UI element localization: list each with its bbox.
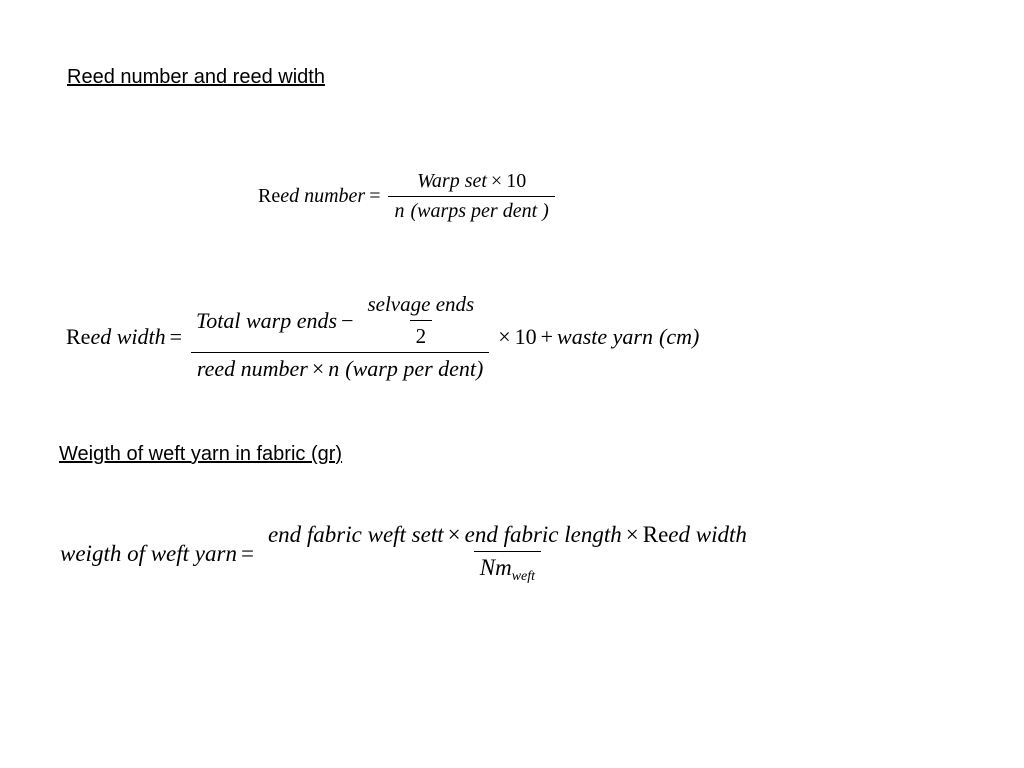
num-fabric-length: end fabric length: [464, 522, 622, 547]
equals-sign: =: [240, 540, 254, 566]
denominator: reed number × n (warp per dent): [191, 352, 490, 382]
times-sign: ×: [498, 324, 511, 349]
den-n: n: [328, 356, 340, 381]
num-reed-width: ed width: [668, 522, 747, 547]
unit-cm: (cm): [659, 324, 700, 349]
lhs-label: weigth of weft yarn: [60, 540, 237, 566]
lhs-re: Re: [258, 185, 281, 207]
plus-sign: +: [540, 324, 554, 349]
den-nm: Nm: [479, 555, 512, 580]
num-re: Re: [642, 522, 669, 547]
fraction: [262, 522, 753, 585]
fraction: [388, 170, 554, 223]
numerator: Warp set × 10: [417, 170, 527, 192]
den-sub-weft: weft: [511, 569, 536, 584]
inner-numerator: selvage ends: [367, 292, 475, 316]
numerator: end fabric weft sett × end fabric length × Reed width: [267, 522, 747, 547]
selvage-fraction: [361, 292, 480, 349]
section-heading-weft: Weigth of weft yarn in fabric (gr): [59, 443, 343, 465]
numerator: Total warp ends − $\frac{\text{selvage ends}}{2}$: [190, 292, 490, 352]
num-total-warp-ends: Total warp ends: [196, 307, 338, 333]
den-n: n: [394, 200, 405, 222]
mult-ten: 10: [514, 324, 537, 349]
inner-denominator: 2: [410, 320, 433, 349]
lhs-label: ed width: [90, 324, 166, 349]
num-ten: 10: [506, 170, 527, 192]
lhs-re: Re: [66, 324, 91, 349]
num-warp-set: Warp set: [417, 170, 487, 192]
denominator: [388, 196, 554, 223]
reed-width-formula: [66, 292, 699, 382]
section-heading-reed: Reed number and reed width: [67, 66, 325, 88]
den-reed-number: reed number: [196, 356, 308, 381]
den-paren: (warps per dent ): [410, 200, 549, 222]
main-fraction: [190, 292, 490, 382]
waste-yarn: waste yarn: [557, 324, 653, 349]
equals-sign: =: [369, 185, 381, 207]
lhs-label: ed number: [280, 185, 366, 207]
den-paren: (warp per dent): [345, 356, 484, 381]
denominator: [474, 551, 541, 585]
reed-number-formula: [258, 170, 559, 223]
equals-sign: =: [169, 324, 183, 349]
num-weft-sett: end fabric weft sett: [267, 522, 444, 547]
weft-weight-formula: [60, 522, 757, 585]
